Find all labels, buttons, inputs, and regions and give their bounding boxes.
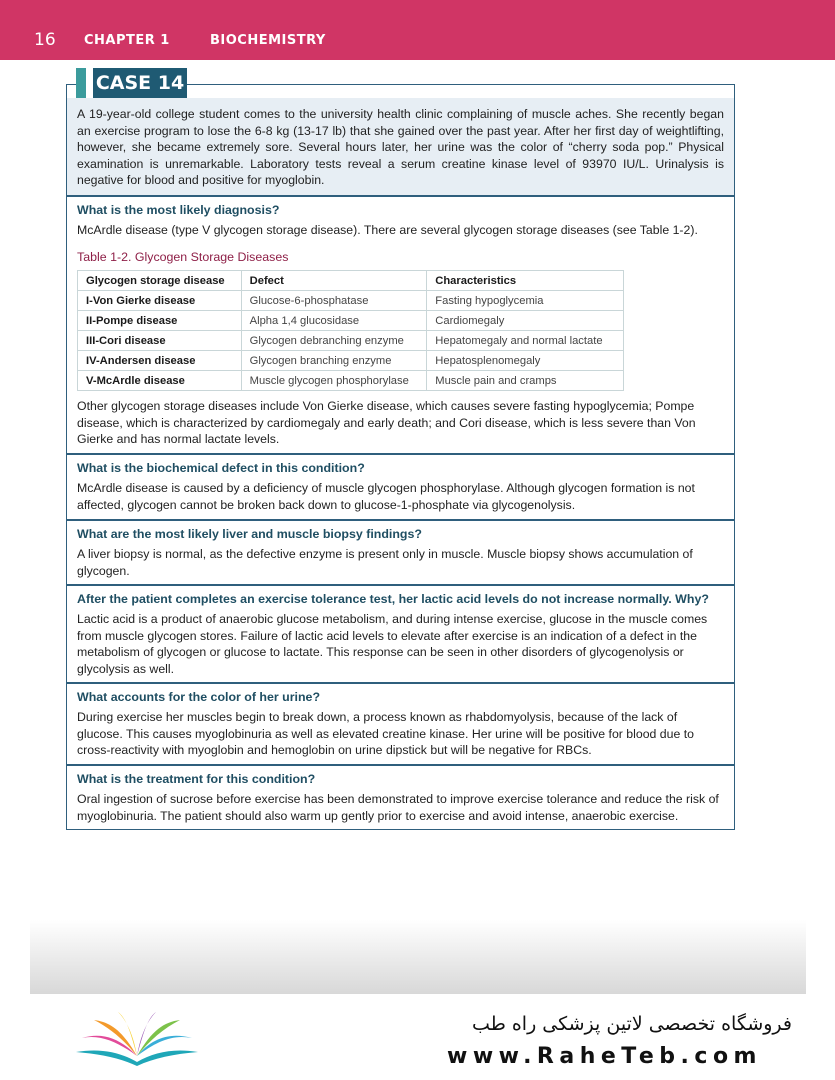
section-biochemical-defect [67, 460, 734, 513]
page-header [0, 0, 835, 60]
section-question: What are the most likely liver and muscle biopsy findings? [77, 527, 422, 541]
table-header-cell: Glycogen storage disease [78, 271, 242, 291]
section-urine-color [67, 689, 734, 759]
table-header-row [78, 271, 624, 291]
table-title: Table 1-2. Glycogen Storage Diseases [77, 250, 289, 264]
table-cell: III-Cori disease [78, 331, 242, 351]
page-number: 16 [34, 30, 56, 50]
section-divider [66, 682, 735, 684]
section-answer: McArdle disease is caused by a deficiency of muscle glycogen phosphorylase. Although glycogen formation is not affected, glycogen cannot be broken back down to glucose-1-phosphate via glycogenolysis. [77, 481, 695, 512]
table-row [78, 331, 624, 351]
table-row [78, 371, 624, 391]
footer-shadow [30, 920, 806, 994]
table-cell: V-McArdle disease [78, 371, 242, 391]
table-cell: Fasting hypoglycemia [427, 291, 624, 311]
section-diagnosis [67, 202, 734, 239]
section-answer: During exercise her muscles begin to break down, a process known as rhabdomyolysis, because of the lack of glucose. This causes myoglobinuria as well as elevated creatine kinase. Her urine will be positive for blood due to cross-reactivity with myoglobin and hemoglobin on urine dipstick but will be negative for RBCs. [77, 710, 694, 757]
table-cell: Hepatosplenomegaly [427, 351, 624, 371]
table-row [78, 291, 624, 311]
table-row [78, 311, 624, 331]
section-divider [66, 764, 735, 766]
table-cell: IV-Andersen disease [78, 351, 242, 371]
case-intro: A 19-year-old college student comes to the university health clinic complaining of muscle aches. She recently began an exercise program to lose the 6-8 kg (13-17 lb) that she gained over the past year. After her first day of weightlifting, however, she became extremely sore. Several hours later, her urine was the color of “cherry soda pop.” Physical examination is unremarkable. Laboratory tests reveal a serum creatine kinase level of 93970 IU/L. Urinalysis is negative for blood and positive for myoglobin. [67, 98, 734, 195]
case-tab [76, 68, 187, 98]
table-cell: Muscle glycogen phosphorylase [241, 371, 427, 391]
case-label: CASE 14 [93, 68, 187, 98]
shop-name: فروشگاه تخصصی لاتین پزشکی راه طب [472, 1013, 792, 1035]
shop-url[interactable]: www.RaheTeb.com [447, 1044, 762, 1069]
table-cell: Hepatomegaly and normal lactate [427, 331, 624, 351]
section-question: What accounts for the color of her urine? [77, 690, 321, 704]
section-question: After the patient completes an exercise tolerance test, her lactic acid levels do not increase normally. Why? [77, 592, 709, 606]
table-cell: Glycogen debranching enzyme [241, 331, 427, 351]
section-divider [66, 584, 735, 586]
table-header-cell: Characteristics [427, 271, 624, 291]
table-row [78, 351, 624, 371]
section-treatment [67, 771, 734, 824]
open-book-logo-icon [72, 1008, 202, 1068]
book-title: BIOCHEMISTRY [210, 33, 326, 48]
section-answer: Other glycogen storage diseases include Von Gierke disease, which causes severe fasting hypoglycemia; Pompe disease, which is characterized by cardiomegaly and early death; and Cori disease, which is less severe than Von Gierke and has normal lactate levels. [77, 399, 696, 446]
section-divider [66, 195, 735, 197]
section-diagnosis-continued [67, 398, 734, 448]
section-question: What is the biochemical defect in this condition? [77, 461, 365, 475]
section-answer: Lactic acid is a product of anaerobic glucose metabolism, and during intense exercise, glucose in the muscle comes from muscle glycogen stores. Failure of lactic acid levels to elevate after exercise is an indication of a defect in the metabolism of glycogen or glucose to lactate. This response can be seen in other disorders of glycogenolysis or glycolysis as well. [77, 612, 708, 676]
section-biopsy-findings [67, 526, 734, 579]
table-cell: Glucose-6-phosphatase [241, 291, 427, 311]
table-cell: Muscle pain and cramps [427, 371, 624, 391]
section-divider [66, 519, 735, 521]
table-header-cell: Defect [241, 271, 427, 291]
section-question: What is the most likely diagnosis? [77, 203, 280, 217]
section-question: What is the treatment for this condition? [77, 772, 316, 786]
section-answer: A liver biopsy is normal, as the defective enzyme is present only in muscle. Muscle biopsy shows accumulation of glycogen. [77, 547, 693, 578]
section-lactic-acid [67, 591, 734, 677]
table-cell: II-Pompe disease [78, 311, 242, 331]
chapter-label: CHAPTER 1 [84, 33, 170, 48]
table-cell: Glycogen branching enzyme [241, 351, 427, 371]
glycogen-storage-table [77, 270, 624, 391]
section-answer: Oral ingestion of sucrose before exercise has been demonstrated to improve exercise tolerance and reduce the risk of myoglobinuria. The patient should also warm up gently prior to exercise and avoid intense, anaerobic exercise. [77, 792, 719, 823]
table-cell: Cardiomegaly [427, 311, 624, 331]
table-cell: I-Von Gierke disease [78, 291, 242, 311]
section-divider [66, 453, 735, 455]
case-tab-accent [76, 68, 86, 98]
table-cell: Alpha 1,4 glucosidase [241, 311, 427, 331]
section-answer: McArdle disease (type V glycogen storage disease). There are several glycogen storage diseases (see Table 1-2). [77, 223, 698, 237]
